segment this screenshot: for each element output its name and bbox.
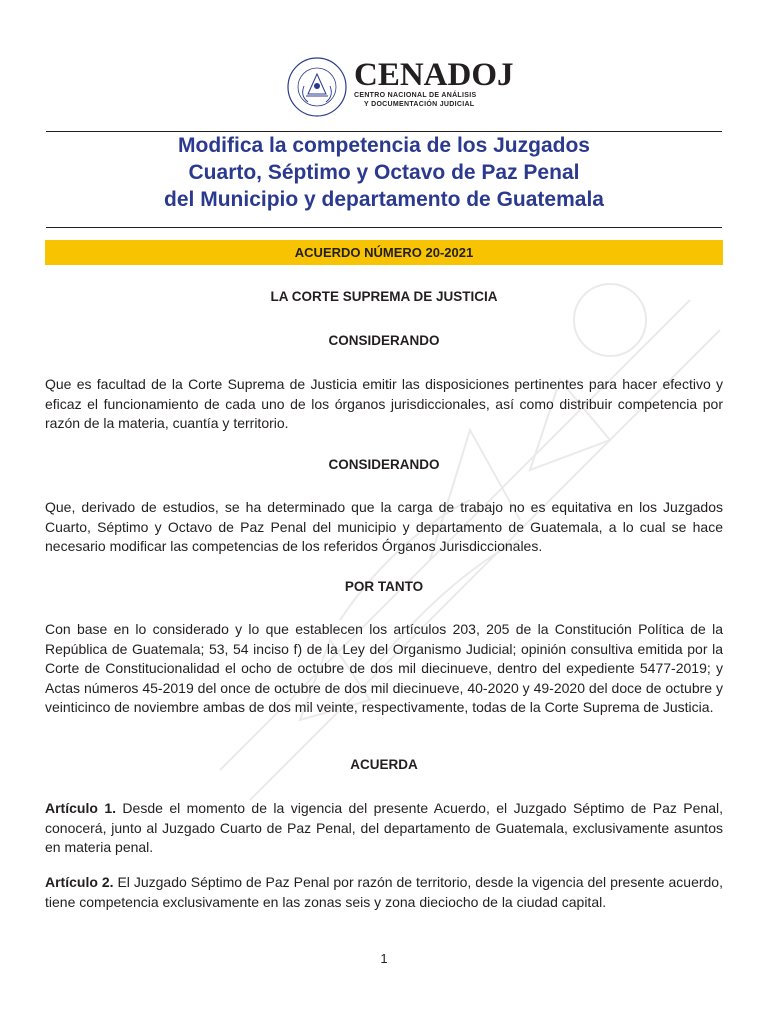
acuerda-heading: ACUERDA (350, 757, 418, 772)
page-number: 1 (380, 951, 388, 966)
title-line-1: Modifica la competencia de los Juzgados (178, 134, 590, 157)
articulo-2-text: El Juzgado Séptimo de Paz Penal por razón de territorio, desde la vigencia del presente acuerdo, tiene competencia exclusivamente en las zonas seis y zona dieciocho de la ciudad capital. (45, 874, 723, 910)
articulo-1-label: Artículo 1. (45, 800, 116, 816)
considerando-2-text: Que, derivado de estudios, se ha determinado que la carga de trabajo no es equitativa en los Juzgados Cuarto, Séptimo y Octavo de Paz Penal del municipio y departamento de Guatemala, a lo cual se hace necesario modificar las competencias de los referidos Órganos Jurisdiccionales. (45, 499, 723, 555)
considerando-2-heading: CONSIDERANDO (328, 457, 440, 472)
considerando-1-heading: CONSIDERANDO (328, 333, 440, 348)
cenadoj-logo (354, 57, 514, 109)
logo-name: CENADOJ (354, 57, 514, 93)
por-tanto-heading: POR TANTO (344, 579, 424, 594)
document-header (0, 54, 768, 120)
logo-subtitle-line1: CENTRO NACIONAL DE ANÁLISIS (354, 92, 477, 99)
title-line-2: Cuarto, Séptimo y Octavo de Paz Penal (188, 161, 580, 184)
articulo-1-text: Desde el momento de la vigencia del presente Acuerdo, el Juzgado Séptimo de Paz Penal, conocerá, junto al Juzgado Cuarto de Paz Penal, del departamento de Guatemala, exclusivamente asuntos en materia penal. (45, 800, 723, 856)
logo-subtitle-line2: Y DOCUMENTACIÓN JUDICIAL (364, 101, 475, 108)
considerando-1-text: Que es facultad de la Corte Suprema de Justicia emitir las disposiciones pertinentes para hacer efectivo y eficaz el funcionamiento de cada uno de los órganos jurisdiccionales, así como distribuir competencia por razón de la materia, cuantía y territorio. (45, 376, 723, 432)
title-line-3: del Municipio y departamento de Guatemala (164, 188, 604, 211)
articulo-2 (45, 873, 723, 912)
por-tanto-text: Con base en lo considerado y lo que establecen los artículos 203, 205 de la Constitución Política de la República de Guatemala; 53, 54 inciso f) de la Ley del Organismo Judicial; opinión consultiva emitida por la Corte de Constitucionalidad el ocho de octubre de dos mil diecinueve, dentro del expediente 5477-2019; y Actas números 45-2019 del once de octubre de dos mil diecinueve, 40-2020 y 49-2020 del doce de octubre y veinticinco de noviembre ambas de dos mil veinte, respectivamente, todas de la Corte Suprema de Justicia. (45, 621, 723, 716)
articulo-2-label: Artículo 2. (45, 874, 114, 890)
document-title (0, 132, 768, 213)
acuerdo-number-banner: ACUERDO NÚMERO 20-2021 (45, 240, 723, 265)
corte-heading: LA CORTE SUPREMA DE JUSTICIA (270, 289, 498, 304)
title-divider (46, 227, 722, 228)
articulo-1 (45, 799, 723, 858)
organismo-judicial-seal-icon (286, 56, 348, 118)
